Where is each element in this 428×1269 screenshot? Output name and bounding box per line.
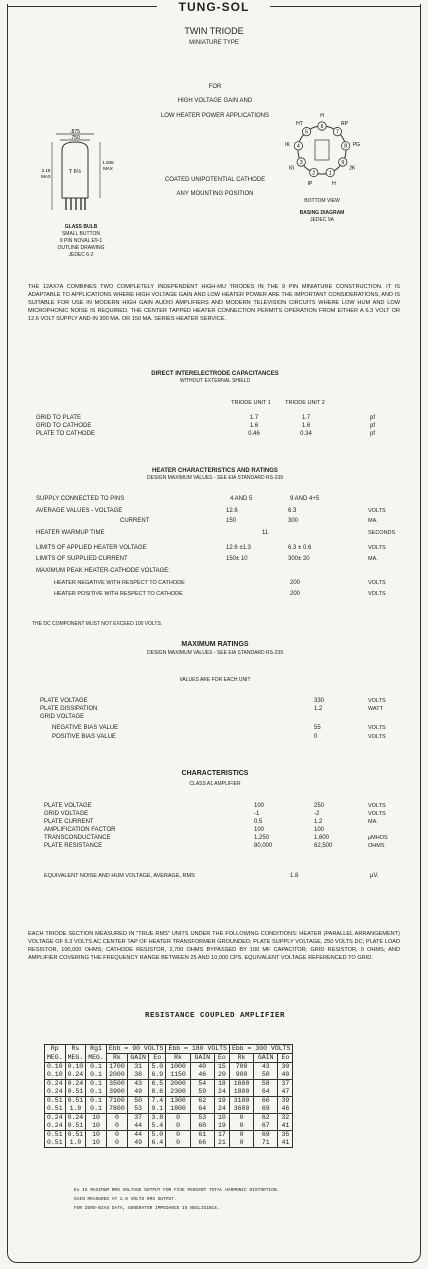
basing-caption [286,198,358,224]
rc-table-cell: 46 [278,1105,293,1114]
rc-table-cell: 10 [86,1122,107,1131]
heater-title: HEATER CHARACTERISTICS AND RATINGS [152,468,278,474]
rc-subhead-cell: Eo [214,1054,229,1063]
basing-pin-number: 8 [344,143,348,150]
rc-table-row [45,1114,293,1123]
char-row-unit: μMHOS [368,835,388,841]
heater-pins-a: 4 AND 5 [230,496,253,502]
heater-row-b: 6.3 [288,508,297,514]
rc-table-row [45,1105,293,1114]
char-row-v2: 1.2 [314,819,323,825]
rc-table-cell: 0.1 [86,1088,107,1097]
rc-table-cell: 15 [214,1063,229,1072]
basing-caption-1: BOTTOM VIEW [304,198,340,204]
rc-table-cell: 43 [128,1080,149,1089]
rc-table-row [45,1080,293,1089]
rc-table-cell: 64 [190,1105,214,1114]
heater-row-unit: MA. [368,556,378,562]
heater-row-unit: SECONDS [368,530,396,536]
char-row-label: PLATE RESISTANCE [44,843,103,849]
rc-table-cell: 0.1 [86,1097,107,1106]
char-row-v2: 100 [314,827,325,833]
cap-row-u2: 1.7 [301,415,311,421]
heater-row-label: AVERAGE VALUES - VOLTAGE [36,508,123,514]
char-row-label: GRID VOLTAGE [44,811,89,817]
rc-table-cell: 50 [254,1071,278,1080]
heater-row-label: LIMITS OF SUPPLIED CURRENT [36,556,128,562]
rc-table-cell: 10 [214,1114,229,1123]
rc-subhead-cell: Rk [106,1054,127,1063]
rc-table-cell: 2000 [166,1080,190,1089]
rc-table-cell: 44 [128,1122,149,1131]
heater-pos-value: 200 [290,591,301,597]
rc-table-row [45,1122,293,1131]
rc-table-cell: 41 [278,1139,293,1148]
cap-row-u1: 0.46 [248,431,260,437]
rc-table-cell: 0.24 [45,1088,66,1097]
rc-table-cell: 24 [214,1088,229,1097]
rc-table-cell: 1150 [166,1071,190,1080]
rc-table-cell: 61 [190,1131,214,1140]
rc-table-cell: 3500 [106,1080,127,1089]
rc-table-cell: 6.9 [149,1071,166,1080]
rc-table-cell: 54 [190,1080,214,1089]
rc-amp-table [44,1044,293,1148]
outline-caption-1: GLASS BULB [64,224,98,230]
rc-table-cell: 0.24 [65,1071,86,1080]
basing-pin-label: IK [285,141,290,148]
rc-table-cell: 0.1 [86,1080,107,1089]
char-row-label: PLATE CURRENT [44,819,94,825]
rc-subhead-cell: Eo [278,1054,293,1063]
cap-row-label: PLATE TO CATHODE [36,431,95,437]
char-row-v1: 1,250 [254,835,270,841]
heater-row-b: 300± 20 [288,556,310,562]
rc-table-cell: 2000 [106,1071,127,1080]
basing-caption-3: JEDEC 9A [310,217,334,223]
dim-top-2: .750 [70,135,80,141]
page-title: TWIN TRIODE [184,26,244,36]
rc-table-cell: 0 [166,1122,190,1131]
rc-table-cell: 5.0 [149,1131,166,1140]
rc-table-cell: 38 [128,1071,149,1080]
rc-table-cell: 5.0 [149,1063,166,1072]
rc-table-cell: 3600 [229,1105,253,1114]
intro-mount: ANY MOUNTING POSITION [176,191,254,197]
dim-left-2: MAX [41,174,51,179]
rc-table-row [45,1088,293,1097]
rc-subhead-cell: Rk [166,1054,190,1063]
characteristics-title: CHARACTERISTICS [181,770,249,777]
heater-row-a: 12.6 [226,508,238,514]
rc-table-cell: 1700 [106,1063,127,1072]
rc-amp-table-wrap [44,1044,293,1148]
rc-subhead-cell: GAIN [190,1054,214,1063]
outline-caption-2: SMALL BUTTON [61,231,101,237]
rc-table-cell: 53 [128,1105,149,1114]
rc-unit-cell: MEG. [86,1054,107,1063]
rc-table-cell: 1300 [166,1097,190,1106]
rc-table-cell: 62 [190,1097,214,1106]
dim-right-1: 1.938 [102,160,114,165]
intro-line-2: LOW HEATER POWER APPLICATIONS [160,113,270,119]
max-row-label: PLATE VOLTAGE [40,698,88,704]
rc-table-cell: 1800 [166,1105,190,1114]
basing-pin-number: 5 [305,129,308,136]
rc-amp-title: RESISTANCE COUPLED AMPLIFIER [144,1012,286,1020]
char-row-v2: 62,500 [314,843,333,849]
rc-unit-cell: MEG. [65,1054,86,1063]
rc-table-cell: 0.24 [45,1122,66,1131]
rc-table-cell: 62 [254,1114,278,1123]
rc-head-cell: Rp [45,1045,66,1054]
heater-row-b: 300 [288,518,299,524]
basing-pin-number: 2 [312,170,316,177]
rc-table-cell: 0.24 [45,1080,66,1089]
outline-caption [36,224,126,259]
basing-pin-number: 6 [320,123,324,130]
rc-table-cell: 19 [214,1122,229,1131]
rc-table-cell: 0 [166,1114,190,1123]
rc-table-cell: 49 [128,1139,149,1148]
rc-table-cell: 1000 [166,1063,190,1072]
max-row-label: GRID VOLTAGE [40,714,85,720]
rc-table-cell: 0 [166,1131,190,1140]
rc-table-cell: 3900 [106,1088,127,1097]
rc-table-cell: 0 [106,1122,127,1131]
rc-table-cell: 0 [166,1139,190,1148]
rc-table-cell: 0 [106,1114,127,1123]
rc-head-row [45,1045,293,1054]
max-row-unit: WATT [368,706,383,712]
rc-table-cell: 6.4 [149,1139,166,1148]
rc-table-cell: 39 [278,1097,293,1106]
rc-table-cell: 40 [278,1071,293,1080]
rc-table-row [45,1131,293,1140]
basing-pin-label: IP [307,180,313,187]
rc-table-cell: 0.1 [86,1063,107,1072]
rc-table-cell: 0 [229,1114,253,1123]
char-row-unit: MA. [368,819,378,825]
rc-table-cell: 31 [128,1063,149,1072]
rc-subhead-cell: GAIN [128,1054,149,1063]
outline-caption-5: JEDEC 6-2 [68,252,94,258]
rc-subhead-cell: Rk [229,1054,253,1063]
rc-table-cell: 900 [229,1071,253,1080]
rc-table-row [45,1071,293,1080]
rc-unit-cell: MEG. [45,1054,66,1063]
rc-table-cell: 24 [214,1105,229,1114]
characteristics-subtitle: CLASS A1 AMPLIFIER [189,781,241,787]
basing-pin-label: H [320,113,324,119]
rc-table-cell: 1600 [229,1080,253,1089]
rc-table-row [45,1063,293,1072]
char-row-label: TRANSCONDUCTANCE [44,835,111,841]
rc-table-cell: 18 [214,1080,229,1089]
rc-table-cell: 0 [106,1139,127,1148]
rc-table-cell: 41 [278,1122,293,1131]
rc-table-cell: 32 [278,1114,293,1123]
char-row-v1: 100 [254,827,265,833]
rc-table-cell: 44 [128,1131,149,1140]
basing-pin-number: 4 [296,143,300,150]
rc-table-cell: 1.0 [65,1105,86,1114]
char-row-unit: VOLTS [368,803,386,809]
rc-table-cell: 59 [190,1088,214,1097]
rc-table-cell: 0.24 [45,1114,66,1123]
cap-row-label: GRID TO CATHODE [36,423,92,429]
rc-table-cell: 43 [254,1063,278,1072]
char-row-label: AMPLIFICATION FACTOR [44,827,116,833]
char-row-v1: 80,000 [254,843,273,849]
basing-caption-2: BASING DIAGRAM [299,210,345,216]
rc-subhead-cell: GAIN [254,1054,278,1063]
cap-row-label: GRID TO PLATE [36,415,82,421]
rc-table-cell: 71 [254,1139,278,1148]
intro-line-1: HIGH VOLTAGE GAIN AND [177,98,253,104]
top-rule-right [270,6,421,7]
rc-table-cell: 6.5 [149,1080,166,1089]
rc-table-cell: 58 [254,1080,278,1089]
cap-row-u1: 1.7 [249,415,259,421]
rc-table-cell: 0.24 [65,1080,86,1089]
rc-table-cell: 49 [128,1088,149,1097]
heater-neg-unit: VOLTS [368,580,386,586]
rc-table-cell: 69 [254,1105,278,1114]
rc-table-cell: 0.51 [65,1088,86,1097]
outline-caption-4: OUTLINE DRAWING [57,245,105,251]
max-row-unit: VOLTS [368,734,386,740]
rc-subhead-row [45,1054,293,1063]
rc-table-cell: 0.51 [45,1097,66,1106]
heater-row-label: LIMITS OF APPLIED HEATER VOLTAGE [36,545,147,551]
heater-row-unit: VOLTS [368,545,386,551]
for-label: FOR [208,84,222,90]
max-ratings-subtitle: DESIGN MAXIMUM VALUES - SEE EIA STANDARD RS-239 [147,650,283,656]
cap-row-u1: 1.6 [249,423,259,429]
max-row-label: NEGATIVE BIAS VALUE [52,725,119,731]
heater-row-a: 150± 10 [226,556,248,562]
char-row-v2: 250 [314,803,325,809]
rc-table-cell: 7800 [106,1105,127,1114]
brand-logo: TUNG-SOL [160,0,268,14]
rc-table-cell: 9.1 [149,1105,166,1114]
max-row-label: POSITIVE BIAS VALUE [52,734,116,740]
rc-table-cell: 0 [229,1139,253,1148]
tube-outline-drawing [38,128,116,223]
rc-table-cell: 1.0 [65,1139,86,1148]
max-row-unit: VOLTS [368,698,386,704]
rc-table-cell: 3100 [229,1097,253,1106]
char-row-label: PLATE VOLTAGE [44,803,92,809]
max-ratings-note: VALUES ARE FOR EACH UNIT [179,677,251,683]
heater-row-label: CURRENT [120,518,150,524]
basing-pin-label: IG [289,165,295,172]
heater-row-a: 150 [226,518,237,524]
rc-table-row [45,1097,293,1106]
noise-unit: μV. [370,873,379,879]
basing-pin-number: 7 [336,129,339,136]
outline-caption-3: 9 PIN NOVAL E9-1 [59,238,103,244]
rc-table-cell: 0.1 [86,1071,107,1080]
max-row-label: PLATE DISSIPATION [40,706,98,712]
max-row-unit: VOLTS [368,725,386,731]
cap-col1-header: TRIODE UNIT 1 [231,400,271,406]
basing-diagram [282,110,362,190]
rc-table-cell: 66 [190,1139,214,1148]
heater-pos-label: HEATER POSITIVE WITH RESPECT TO CATHODE [54,591,183,597]
rc-table-cell: 2300 [166,1088,190,1097]
char-row-v2: -2 [314,811,320,817]
rc-table-cell: 46 [190,1071,214,1080]
rc-note-3: FOR ZERO-BIAS DATA, GENERATOR IMPEDANCE IS NEGLIGIBLE. [74,1206,220,1211]
rc-table-cell: 10 [86,1139,107,1148]
cap-row-u2: 0.34 [300,431,312,437]
heater-row-unit: VOLTS [368,508,386,514]
rc-table-cell: 7.4 [149,1097,166,1106]
rc-head-cell: Rg1 [86,1045,107,1054]
dim-right-2: MAX [103,166,113,171]
description-paragraph: THE 12AX7A COMBINES TWO COMPLETELY INDEPENDENT HIGH-MU TRIODES IN THE 9 PIN MINIATURE CONSTRUCTION. IT IS ADAPTABLE TO APPLICATIONS WHERE HIGH VOLTAGE GAIN AND LOW HEATER POWER ARE THE IMPORTANT CONSIDERATIONS, AND IS SUITABLE FOR USE IN MODERN HIGH GAIN AUDIO AMPLIFIERS AND MODERN TELEVISION CIRCUITS WHERE LOW HUM AND LOW MICROPHONIC NOISE IS REQUIRED. THE CENTER TAPPED HEATER CONNECTION PERMITS OPERATION FROM EITHER A 6.3 VOLT OR 12.6 VOLT SUPPLY AND IN 300 MA. OR 150 MA. SERIES HEATER SERVICE. [28,284,400,322]
rc-amp-notes [74,1186,394,1213]
top-rule-left [7,6,157,7]
cap-col2-header: TRIODE UNIT 2 [285,400,325,406]
rc-table-cell: 35 [278,1131,293,1140]
char-row-v1: -1 [254,811,260,817]
max-row-value: 330 [314,698,325,704]
rc-table-cell: 40 [190,1063,214,1072]
heater-row-unit: MA. [368,518,378,524]
cap-row-unit: pf [370,415,376,421]
heater-peak-label: MAXIMUM PEAK HEATER-CATHODE VOLTAGE: [36,568,170,574]
basing-pin-label: 2K [349,165,356,172]
cap-row-u2: 1.6 [301,423,311,429]
rc-table-cell: 66 [254,1097,278,1106]
rc-table-cell: 37 [128,1114,149,1123]
rc-table-cell: 64 [254,1088,278,1097]
basing-pin-label: RP [341,121,348,128]
heater-neg-value: 200 [290,580,301,586]
capacitance-title: DIRECT INTERELECTRODE CAPACITANCES [151,371,279,377]
page-subtitle: MINIATURE TYPE [189,40,239,46]
rc-table-cell: 7100 [106,1097,127,1106]
rc-table-cell: 47 [278,1088,293,1097]
heater-row-label: HEATER WARMUP TIME [36,530,105,536]
max-row-value: 0 [314,734,318,740]
rc-table-cell: 0.10 [45,1071,66,1080]
rc-subhead-cell: Eo [149,1054,166,1063]
rc-table-cell: 8.6 [149,1088,166,1097]
rc-head-cell: Rs [65,1045,86,1054]
rc-table-cell: 69 [254,1131,278,1140]
noise-value: 1.8 [290,873,299,879]
rc-table-cell: 0 [229,1122,253,1131]
rc-table-cell: 0.10 [65,1063,86,1072]
rc-table-cell: 21 [214,1139,229,1148]
rc-head-group: Ebb = 180 VOLTS [166,1045,230,1054]
heater-neg-label: HEATER NEGATIVE WITH RESPECT TO CATHODE [54,580,185,586]
heater-pins-label: SUPPLY CONNECTED TO PINS [36,496,125,502]
rc-table-cell: 19 [214,1097,229,1106]
noise-label: EQUIVALENT NOISE AND HUM VOLTAGE, AVERAGE, RMS [44,873,195,879]
rc-note-2: GAIN MEASURED AT 2.0 VOLTS RMS OUTPUT. [74,1197,177,1202]
rc-table-cell: 0.51 [45,1105,66,1114]
max-ratings-title: MAXIMUM RATINGS [181,641,249,648]
rc-table-cell: 37 [278,1080,293,1089]
rc-table-cell: 0.51 [65,1131,86,1140]
cap-row-unit: pf [370,423,376,429]
intro-cathode: COATED UNIPOTENTIAL CATHODE [164,177,266,183]
rc-table-cell: 1800 [229,1088,253,1097]
rc-table-cell: 5.4 [149,1122,166,1131]
cap-row-unit: pf [370,431,376,437]
rc-table-cell: 0.1 [86,1105,107,1114]
char-row-v2: 1,600 [314,835,330,841]
heater-subtitle: DESIGN MAXIMUM VALUES - SEE EIA STANDARD RS-239 [147,475,283,481]
heater-footnote: THE DC COMPONENT MUST NOT EXCEED 100 VOLTS. [32,621,163,627]
rc-table-cell: 0.51 [65,1122,86,1131]
heater-row-b: 6.3 ± 0.6 [288,545,312,551]
rc-table-cell: 67 [254,1122,278,1131]
rc-table-cell: 0.51 [45,1139,66,1148]
max-row-value: 55 [314,725,321,731]
rc-table-cell: 0 [106,1131,127,1140]
rc-table-row [45,1139,293,1148]
rc-table-cell: 50 [128,1097,149,1106]
rc-table-cell: 30 [278,1063,293,1072]
dim-left-1: 2.19 [41,168,51,173]
capacitance-subtitle: WITHOUT EXTERNAL SHIELD [179,378,251,384]
bulb-label: T 6½ [68,169,82,175]
basing-pin-number: 3 [299,159,303,166]
basing-pin-label: PG [352,141,361,148]
rc-head-group: Ebb = 300 VOLTS [229,1045,293,1054]
rc-table-cell: 0.51 [45,1131,66,1140]
rc-table-cell: 0 [229,1131,253,1140]
rc-table-cell: 0.10 [45,1063,66,1072]
rc-table-cell: 17 [214,1131,229,1140]
heater-pins-b: 9 AND 4+5 [290,496,320,502]
heater-row-a: 12.6 ±1.3 [226,545,251,551]
rc-table-cell: 3.8 [149,1114,166,1123]
rc-table-cell: 700 [229,1063,253,1072]
rc-table-cell: 20 [214,1071,229,1080]
char-row-unit: OHMS [368,843,385,849]
rc-head-group: Ebb = 90 VOLTS [106,1045,166,1054]
rc-table-cell: 53 [190,1114,214,1123]
rc-table-cell: 0.24 [65,1114,86,1123]
rc-table-cell: 60 [190,1122,214,1131]
rc-table-cell: 0.51 [65,1097,86,1106]
rc-table-cell: 10 [86,1114,107,1123]
rc-table-cell: 10 [86,1131,107,1140]
max-row-value: 1.2 [314,706,323,712]
heater-pos-unit: VOLTS [368,591,386,597]
char-row-v1: 0.5 [254,819,263,825]
basing-pin-number: 9 [341,159,345,166]
basing-pin-label: HT [296,121,303,128]
noise-note: EACH TRIODE SECTION MEASURED IN "TRUE RMS" UNITS UNDER THE FOLLOWING CONDITIONS: HEATER (PARALLEL ARRANGEMENT) VOLTAGE OF 6.3 VOLTS AC CENTER TAP OF HEATER TRANSFORMER GROUNDED; PLATE SUPPLY VOLTAGE, 250 VOLTS DC; PLATE LOAD RESISTOR, 100,000 OHMS; CATHODE RESISTOR, 2,700 OHMS BYPASSED BY 100 ΜF CAPACITOR; GRID RESISTOR, 0 OHMS; AND AMPLIFIER COVERING THE FREQUENCY RANGE BETWEEN 25 AND 10,000 CPS. EQUIVALENT VOLTAGE REFERENCED TO GRID. [28,931,400,961]
char-row-unit: VOLTS [368,811,386,817]
dim-top-1: .875 [70,129,80,135]
rc-note-1: Eo IS MAXIMUM RMS VOLTAGE OUTPUT FOR FIVE PERCENT TOTAL HARMONIC DISTORTION. [74,1188,280,1193]
basing-pin-label: H [332,180,336,187]
basing-pin-number: 1 [328,170,332,177]
char-row-v1: 100 [254,803,265,809]
heater-row-b: 11 [262,530,269,536]
